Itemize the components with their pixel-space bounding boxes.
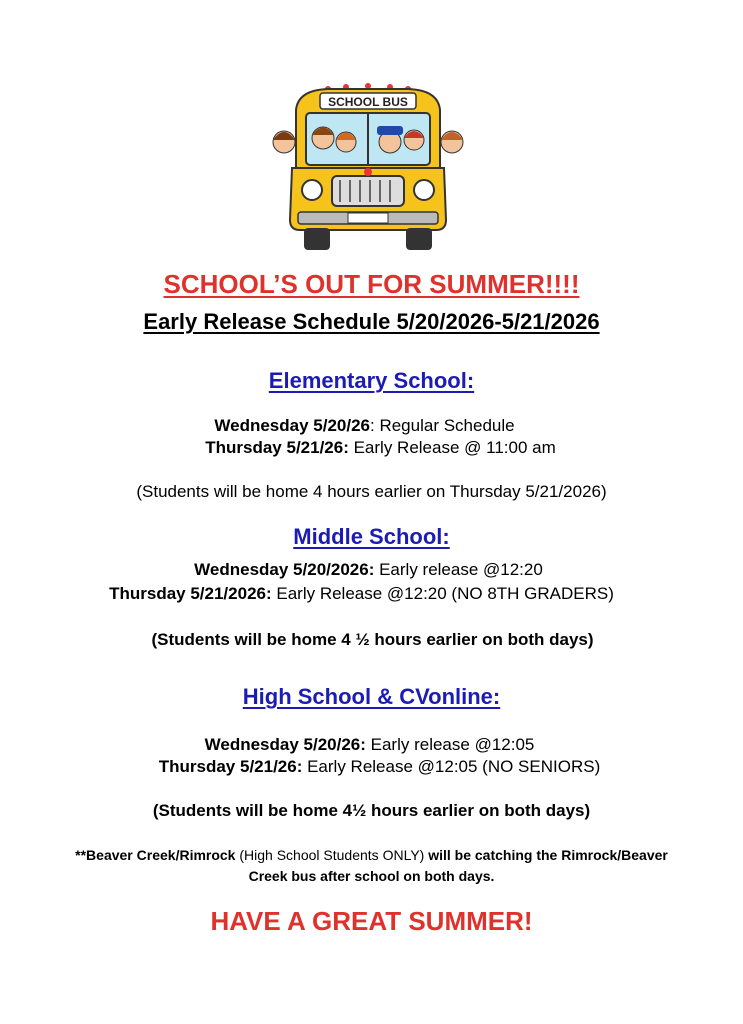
elementary-thursday-line xyxy=(9,438,743,458)
bus-note-bold-end-2: Creek bus after school on both days. xyxy=(248,868,495,884)
elementary-heading: Elementary School: xyxy=(268,368,475,393)
high-note: (Students will be home 4½ hours earlier on both days) xyxy=(152,801,591,820)
farewell-message: HAVE A GREAT SUMMER! xyxy=(210,906,533,936)
elementary-wednesday-label: Wednesday 5/20/26 xyxy=(214,416,370,435)
high-wednesday-line xyxy=(0,735,741,755)
bus-sign-text: SCHOOL BUS xyxy=(328,95,408,109)
high-thursday-label: Thursday 5/21/26: xyxy=(158,757,303,776)
middle-thursday-line xyxy=(0,584,733,604)
bus-note-middle: (High School Students ONLY) xyxy=(235,847,429,863)
high-wednesday-label: Wednesday 5/20/26: xyxy=(204,735,366,754)
high-thursday-text: Early Release @12:05 (NO SENIORS) xyxy=(302,757,601,776)
elementary-wednesday-text: : Regular Schedule xyxy=(370,416,515,435)
middle-note: (Students will be home 4 ½ hours earlier on both days) xyxy=(151,630,594,649)
middle-heading: Middle School: xyxy=(293,524,450,549)
elementary-note: (Students will be home 4 hours earlier on Thursday 5/21/2026) xyxy=(136,482,607,501)
high-wednesday-text: Early release @12:05 xyxy=(365,735,535,754)
bus-note-bold-start: **Beaver Creek/Rimrock xyxy=(75,847,236,863)
high-thursday-line xyxy=(8,757,743,777)
schedule-subtitle: Early Release Schedule 5/20/2026-5/21/2026 xyxy=(143,309,600,334)
middle-wednesday-text: Early release @12:20 xyxy=(374,560,543,579)
middle-thursday-text: Early Release @12:20 (NO 8TH GRADERS) xyxy=(271,584,614,603)
page-title: SCHOOL’S OUT FOR SUMMER!!!! xyxy=(163,269,580,299)
elementary-wednesday-line xyxy=(0,416,736,436)
school-bus-illustration xyxy=(268,80,468,255)
bus-note-bold-end-1: will be catching the Rimrock/Beaver xyxy=(428,847,668,863)
elementary-thursday-text: Early Release @ 11:00 am xyxy=(348,438,556,457)
school-bus-icon xyxy=(268,80,468,255)
middle-wednesday-label: Wednesday 5/20/2026: xyxy=(194,560,375,579)
middle-thursday-label: Thursday 5/21/2026: xyxy=(109,584,272,603)
middle-wednesday-line xyxy=(0,560,740,580)
elementary-thursday-label: Thursday 5/21/26: xyxy=(205,438,349,457)
high-school-heading: High School & CVonline: xyxy=(242,684,501,709)
bus-note xyxy=(0,845,743,887)
